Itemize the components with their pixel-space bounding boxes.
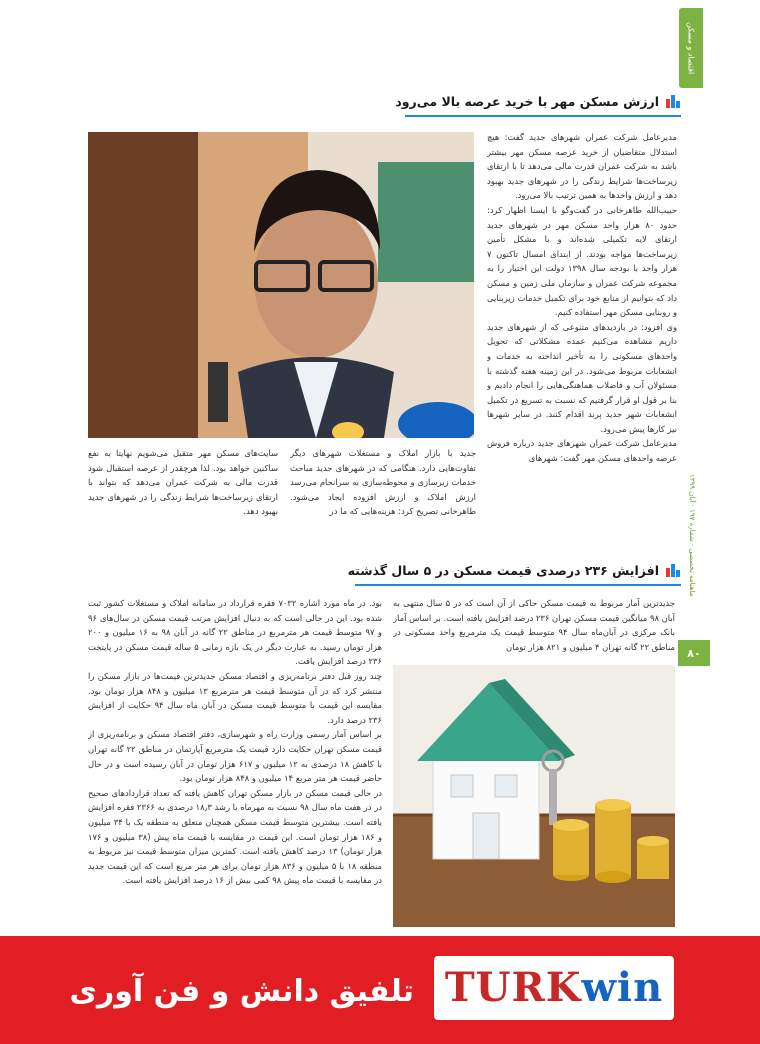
paragraph: مدیرعامل شرکت عمران شهرهای جدید گفت: هیچ استدلال متقاضیان از خرید عرصه مسکن مهر بیشتر باشد به شرکت عمران قدرت مالی می‌دهد تا با ارتقای زیرساخت‌ها شرایط زندگی را در شهرهای جدید بهبود دهد و ارزش واحدها به همین ترتیب بالا می‌رود. [487, 132, 677, 201]
paragraph: وی افزود: در بازدیدهای متنوعی که از شهرهای جدید داریم مشاهده می‌کنیم عمده مشکلاتی که تحویل واحدهای مسکونی را به تأخیر انداخته به خدمات و انشعابات مربوط می‌شود. در این زمینه هفته گذشته با مسئولان آب و فاضلاب هماهنگی‌هایی را انجام دادیم و بنا بر قول او قرار گرفتیم که نسبت به تسریع در تکمیل انشعابات شهر جدید پرند اقدام کنند. در سایر شهرها نیز کارها پیش می‌رود. [487, 321, 677, 434]
logo-accent: win [581, 964, 664, 1011]
paragraph: بود. در ماه مورد اشاره ۷۰۳۲ فقره قرارداد در سامانه املاک و مستغلات کشور ثبت شده بود. این در حالی است که به دنبال افزایش مرتب قیمت مسکن در سال‌های ۹۶ و ۹۷ متوسط قیمت هر مترمربع در مناطق ۲۲ گانه در آبان ۹۸ به ۱۶ میلیون و ۲۰۰ هزار تومان رسید. به عبارت دیگر در یک بازه زمانی ۵ ساله قیمت مسکن در پایتخت ۲۳۶ درصد افزایش یافت. [88, 598, 382, 667]
paragraph: در حالی قیمت مسکن در بازار مسکن تهران کاهش یافته که تعداد قراردادهای صحیح در در هفت ماه سال ۹۸ نسبت به مهرماه با رشد ۱۸٫۳ درصدی به ۲۳۶۶ فقره افزایش یافته است. بیشترین متوسط قیمت مسکن همچنان متعلق به منطقه یک با ۳۴ میلیون و ۱۸۶ هزار تومان است. این قیمت در مقایسه با قیمت ماه پیش (۳۸ میلیون و ۱۷۶ هزار تومان) ۱۳ درصد کاهش یافته است. کمترین میزان متوسط قیمت نیز مربوط به منطقه ۱۸ با ۵ میلیون و ۸۳۶ هزار تومان برای هر متر مربع است که این قیمت جدید در مقایسه با قیمت ماه پیش ۹۸ کمی بیش از ۱۶ درصد افزایش یافته است. [88, 787, 382, 886]
banner-slogan: تلفیق دانش و فن آوری [69, 974, 414, 1009]
article1-column-middle: جدید با بازار املاک و مستغلات شهرهای دیگر تفاوت‌هایی دارد. هنگامی که در شهرهای جدید مباحث خدمات زیرسازی و محوطه‌سازی به سرانجام می‌رسد ارزش املاک و ارزش افزوده ایجاد می‌شود. طاهرخانی تصریح کرد: هزینه‌هایی که ما در [290, 448, 476, 517]
issue-info: ماهنامه تخصصی · شماره ۱۹۷ · آبان ۱۳۹۹ [688, 473, 696, 597]
paragraph: مدیرعامل شرکت عمران شهرهای جدید درباره فروش عرصه واحدهای مسکن مهر گفت: شهرهای [487, 438, 677, 464]
article2-title: افزایش ۲۳۶ درصدی قیمت مسکن در ۵ سال گذشته [347, 562, 659, 578]
article1-heading [395, 93, 681, 109]
logo-main: TURK [444, 964, 582, 1011]
article2-underline [355, 584, 681, 586]
paragraph: چند روز قبل دفتر برنامه‌ریزی و اقتصاد مسکن جدیدترین قیمت‌ها در بازار مسکن را منتشر کرد که در آن متوسط قیمت هر مترمربع ۱۳ میلیون و ۸۴۸ هزار تومان بود. مقایسه این قیمت با متوسط قیمت مسکن در آبان ماه سال ۹۴ حکایت از افزایش ۲۳۶ درصد دارد. [88, 670, 382, 725]
page-number: ۸۰ [678, 640, 710, 666]
article2-photo [393, 665, 675, 927]
chart-icon [665, 562, 681, 578]
logo-wordmark [440, 960, 668, 1016]
article2-column-left [88, 596, 382, 926]
section-tab: اقتصاد و مسکن [679, 8, 703, 88]
paragraph: حبیب‌الله طاهرخانی در گفت‌وگو با ایسنا اظهار کرد: حدود ۸۰ هزار واحد مسکن مهر در شهرهای جدید ارتقای لایه تکمیلی شده‌اند و با مشکل تأمین زیرساخت‌ها مواجه بودند. از ابتدای امسال تاکنون ۷ هزار واحد با بودجه سال ۱۳۹۸ دولت این اختیار را به مجموعه شرکت عمران و سازمان ملی زمین و مسکن داد که بتوانیم از منابع خود برای تکمیل خدمات زیربنایی و روبنایی مسکن مهر استفاده کنیم. [487, 204, 677, 318]
article1-column-right [487, 130, 677, 530]
article1-photo [88, 132, 474, 438]
chart-icon [665, 93, 681, 109]
article1-underline [405, 115, 681, 117]
paragraph: بر اساس آمار رسمی وزارت راه و شهرسازی، دفتر اقتصاد مسکن و برنامه‌ریزی از قیمت مسکن تهران حکایت دارد قیمت یک مترمربع آپارتمان در مناطق ۲۲ گانه تهران با کاهش ۱۸ درصدی به ۱۲ میلیون و ۶۱۷ هزار تومان در آبان رسیده است و در حال حاضر قیمت هر متر مربع ۱۴ میلیون و ۸۴۸ هزار تومان بود. [88, 729, 382, 784]
article2-heading [347, 562, 681, 578]
article1-title: ارزش مسکن مهر با خرید عرصه بالا می‌رود [395, 93, 659, 109]
article2-column-right: جدیدترین آمار مربوط به قیمت مسکن حاکی از آن است که در ۵ سال منتهی به آبان ۹۸ میانگین قیمت مسکن تهران ۲۳۶ درصد افزایش یافته است. بر اساس آمار بانک مرکزی در آبان‌ماه سال ۹۴ متوسط قیمت یک مترمربع واحد مسکونی در مناطق ۲۲ گانه تهران ۴ میلیون و ۸۲۱ هزار تومان [393, 598, 675, 652]
article1-column-left: سایت‌های مسکن مهر متقبل می‌شویم نهایتا به نفع ساکنین خواهد بود. لذا هرچقدر از عرصه استقبال شود قدرت مالی به شرکت عمران می‌دهد که بتواند با ارتقای زیرساخت‌ها شرایط زندگی را در شهرهای جدید بهبود دهد. [88, 448, 278, 517]
